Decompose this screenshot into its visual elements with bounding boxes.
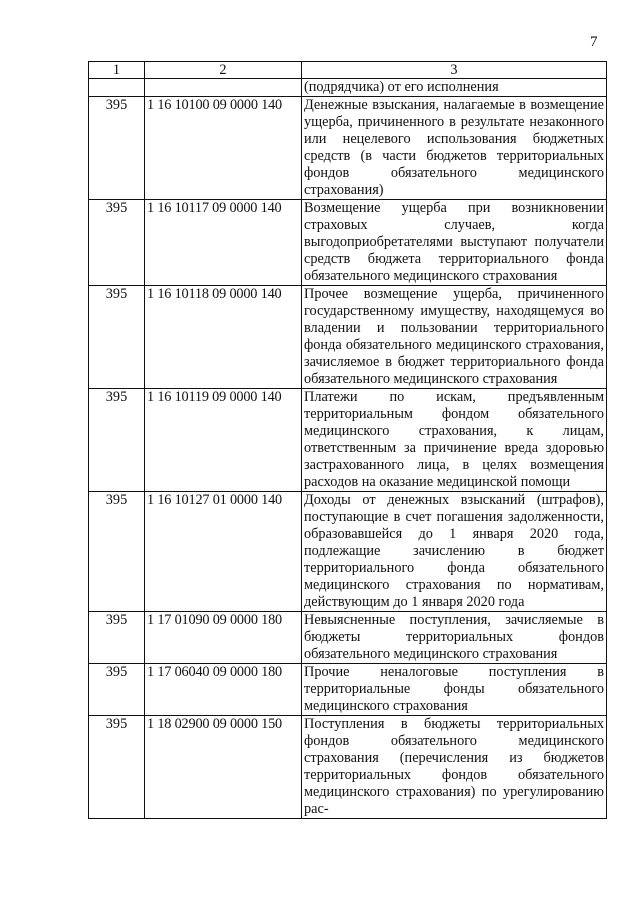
table-row (89, 389, 607, 492)
kbk-code: 1 16 10118 09 0000 140 (145, 286, 302, 389)
admin-code: 395 (89, 286, 145, 389)
revenue-description: Поступления в бюджеты территориальных фондов обязательного медицинского страхования (перечисления из бюджетов территориальных фондов обязательного медицинского страхования) по урегулированию рас- (302, 716, 607, 819)
admin-code: 395 (89, 200, 145, 286)
revenue-description: Денежные взыскания, налагаемые в возмещение ущерба, причиненного в результате незаконного или нецелевого использования бюджетных средств (в части бюджетов территориальных фондов обязательного медицинского страхования) (302, 97, 607, 200)
table-row (89, 492, 607, 612)
revenue-description: Платежи по искам, предъявленным территориальным фондом обязательного медицинского страхования, к лицам, ответственным за причинение вреда здоровью застрахованного лица, в целях возмещения расходов на оказание медицинской помощи (302, 389, 607, 492)
admin-code: 395 (89, 389, 145, 492)
admin-code: 395 (89, 716, 145, 819)
revenue-description: Прочее возмещение ущерба, причиненного государственному имуществу, находящемуся во владении и пользовании территориального фонда обязательного медицинского страхования, зачисляемое в бюджет территориального фонда обязательного медицинского страхования (302, 286, 607, 389)
continuation-cell-1 (89, 79, 145, 97)
column-header-1: 1 (89, 62, 145, 79)
kbk-code: 1 18 02900 09 0000 150 (145, 716, 302, 819)
table-row (89, 612, 607, 664)
revenue-description: Невыясненные поступления, зачисляемые в бюджеты территориальных фондов обязательного медицинского страхования (302, 612, 607, 664)
admin-code: 395 (89, 97, 145, 200)
admin-code: 395 (89, 492, 145, 612)
column-header-2: 2 (145, 62, 302, 79)
admin-code: 395 (89, 612, 145, 664)
kbk-code: 1 16 10117 09 0000 140 (145, 200, 302, 286)
table-row (89, 97, 607, 200)
table-row (89, 664, 607, 716)
table-row (89, 716, 607, 819)
kbk-code: 1 17 01090 09 0000 180 (145, 612, 302, 664)
revenue-description: Доходы от денежных взысканий (штрафов), поступающие в счет погашения задолженности, образовавшейся до 1 января 2020 года, подлежащие зачислению в бюджет территориального фонда обязательного медицинского страхования по нормативам, действующим до 1 января 2020 года (302, 492, 607, 612)
revenue-codes-table (88, 61, 607, 819)
table-row (89, 286, 607, 389)
admin-code: 395 (89, 664, 145, 716)
kbk-code: 1 16 10127 01 0000 140 (145, 492, 302, 612)
kbk-code: 1 16 10119 09 0000 140 (145, 389, 302, 492)
continuation-row (89, 79, 607, 97)
kbk-code: 1 16 10100 09 0000 140 (145, 97, 302, 200)
revenue-description: Прочие неналоговые поступления в территориальные фонды обязательного медицинского страхования (302, 664, 607, 716)
revenue-description: Возмещение ущерба при возникновении страховых случаев, когда выгодоприобретателями выступают получатели средств бюджета территориального фонда обязательного медицинского страхования (302, 200, 607, 286)
kbk-code: 1 17 06040 09 0000 180 (145, 664, 302, 716)
table-row (89, 200, 607, 286)
continuation-cell-2 (145, 79, 302, 97)
page-number: 7 (590, 34, 598, 50)
continuation-text: (подрядчика) от его исполнения (302, 79, 607, 97)
column-header-3: 3 (302, 62, 607, 79)
table-header-row (89, 62, 607, 79)
